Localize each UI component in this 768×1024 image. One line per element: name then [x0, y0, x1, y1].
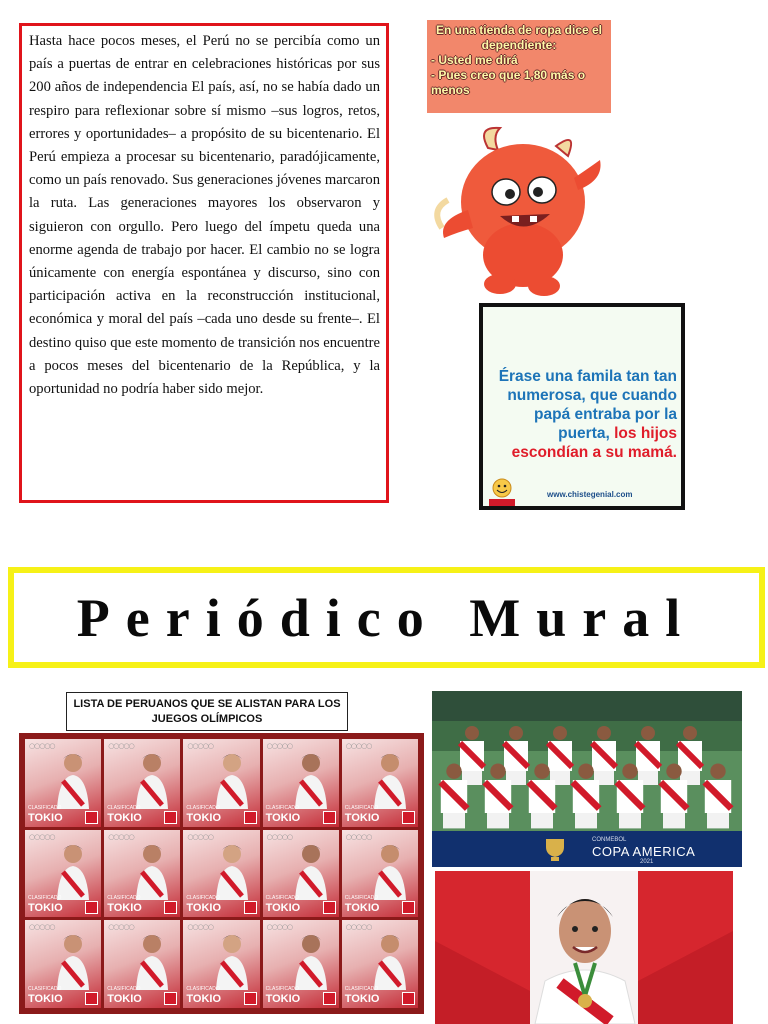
athlete-portrait: [55, 930, 91, 990]
card-title: TOKIO: [265, 902, 301, 915]
olympic-rings-icon: ○○○○○: [108, 832, 134, 841]
copa-america-banner: [432, 831, 742, 867]
olympic-rings-icon: ○○○○○: [345, 742, 372, 750]
card-title: TOKIO: [28, 902, 63, 915]
peru-emblem-icon: [323, 901, 336, 914]
athlete-portrait: [214, 930, 250, 990]
card-title: TOKIO: [186, 902, 222, 915]
athlete-card: [263, 920, 339, 1008]
athlete-portrait: [134, 840, 170, 900]
joke-line-2: - Usted me dirá: [431, 53, 518, 67]
card-label: CLASIFICADO: [186, 985, 220, 992]
page-title: Periódico Mural: [76, 587, 697, 648]
athlete-card: [183, 920, 259, 1008]
athlete-card: [183, 830, 259, 918]
peru-emblem-icon: [402, 992, 415, 1005]
athlete-with-peru-flag-photo: [435, 871, 733, 1024]
athlete-card: [263, 830, 339, 918]
olympic-rings-icon: ○○○○○: [345, 923, 372, 932]
chiste-genial-logo: [487, 477, 517, 507]
athlete-portrait: [293, 930, 329, 990]
card-title: TOKIO: [107, 902, 142, 915]
card-label: CLASIFICADO: [28, 895, 62, 902]
athlete-portrait: [214, 840, 250, 900]
athlete-card: [183, 739, 259, 827]
meme-text-blue: Érase una famila tan tan numerosa, que cuando papá entraba por la puerta,: [498, 368, 677, 442]
peru-emblem-icon: [244, 901, 257, 914]
article-text: Hasta hace pocos meses, el Perú no se percibía como un país a puertas de entrar en celebraciones históricas por sus 200 años de independencia El país, así, no se había dado un respiro para reflexionar sobre sí mismo –sus logros, retos, errores y oportunidades– a propósito de su bicentenario. El Perú empieza a procesar su bicentenario, paradójicamente, como un país renovado. Sus generaciones jóvenes marcaron la ruta. Las generaciones mayores los observaron y siguieron con orgullo. Pero luego del ímpetu queda una enorme agenda de trabajo por hacer. El cambio no se logra únicamente con energía espontánea y discurso, sino con participación activa en la reconstrucción institucional, económica y moral del país –cada uno desde su frente–. El destino quiso que este momento de transición nos encuentre a pocos meses del bicentenario de la República, y la oportunidad no podría haber sido mejor.: [29, 33, 380, 398]
monster-illustration: [428, 120, 610, 300]
olympic-rings-icon: ○○○○○: [29, 832, 55, 841]
copa-america-trophy-icon: [540, 835, 570, 863]
athlete-portrait: [55, 840, 91, 900]
peru-emblem-icon: [244, 811, 257, 824]
card-label: CLASIFICADO: [28, 985, 62, 992]
olympic-rings-icon: ○○○○○: [108, 742, 134, 750]
card-title: TOKIO: [265, 811, 301, 824]
peru-emblem-icon: [323, 811, 336, 824]
olympic-rings-icon: ○○○○○: [266, 923, 293, 932]
athlete-card: [342, 739, 418, 827]
olympic-rings-icon: ○○○○○: [266, 832, 293, 841]
peru-emblem-icon: [402, 811, 415, 824]
olympic-rings-icon: ○○○○○: [187, 832, 213, 841]
card-label: CLASIFICADO: [28, 804, 62, 811]
peru-emblem-icon: [244, 992, 257, 1005]
card-title: TOKIO: [107, 811, 142, 824]
olympics-athlete-grid: [19, 733, 424, 1014]
meme-url: www.chistegenial.com: [547, 490, 633, 499]
athlete-portrait: [134, 749, 170, 809]
olympics-list-header: LISTA DE PERUANOS QUE SE ALISTAN PARA LOS JUEGOS OLÍMPICOS: [66, 692, 348, 731]
peru-emblem-icon: [164, 901, 177, 914]
card-label: CLASIFICADO: [265, 985, 299, 992]
athlete-portrait: [55, 749, 91, 809]
olympic-rings-icon: ○○○○○: [187, 923, 213, 932]
athlete-card: [104, 920, 180, 1008]
article-box: [19, 23, 389, 503]
athlete-portrait: [372, 749, 408, 809]
peru-emblem-icon: [85, 811, 98, 824]
olympic-rings-icon: ○○○○○: [345, 832, 372, 841]
peru-emblem-icon: [402, 901, 415, 914]
card-label: CLASIFICADO: [265, 804, 299, 811]
title-banner: [8, 567, 765, 668]
olympic-rings-icon: ○○○○○: [187, 742, 213, 750]
meme-text-red-2: escondían a su mamá.: [511, 444, 677, 461]
peru-emblem-icon: [164, 811, 177, 824]
meme-text: [489, 367, 677, 462]
card-label: CLASIFICADO: [344, 895, 379, 902]
card-title: TOKIO: [186, 992, 222, 1005]
athlete-card: [25, 739, 101, 827]
meme-text-red: los hijos: [614, 425, 677, 442]
card-title: TOKIO: [344, 811, 380, 824]
card-title: TOKIO: [28, 811, 63, 824]
athlete-portrait: [372, 930, 408, 990]
olympic-rings-icon: ○○○○○: [108, 923, 134, 932]
card-label: CLASIFICADO: [107, 985, 141, 992]
olympic-rings-icon: ○○○○○: [29, 923, 55, 932]
card-label: CLASIFICADO: [265, 895, 299, 902]
card-title: TOKIO: [186, 811, 222, 824]
athlete-portrait: [134, 930, 170, 990]
athlete-card: [104, 739, 180, 827]
olympic-rings-icon: ○○○○○: [29, 742, 55, 750]
peru-football-team-photo: [432, 691, 742, 867]
copa-banner-small: CONMEBOL: [592, 837, 627, 843]
athlete-card: [25, 920, 101, 1008]
joke-box: [427, 20, 611, 113]
card-title: TOKIO: [265, 992, 301, 1005]
card-title: TOKIO: [344, 992, 380, 1005]
peru-emblem-icon: [85, 901, 98, 914]
card-title: TOKIO: [28, 992, 63, 1005]
athlete-card: [104, 830, 180, 918]
athlete-card: [263, 739, 339, 827]
olympic-rings-icon: ○○○○○: [266, 742, 293, 750]
athlete-card: [25, 830, 101, 918]
athlete-portrait: [293, 749, 329, 809]
card-label: CLASIFICADO: [107, 895, 141, 902]
card-label: CLASIFICADO: [186, 895, 220, 902]
athlete-portrait: [214, 749, 250, 809]
athlete-card: [342, 830, 418, 918]
joke-line-1: En una tienda de ropa dice el dependiente:: [435, 23, 603, 52]
card-label: CLASIFICADO: [107, 804, 141, 811]
peru-emblem-icon: [323, 992, 336, 1005]
card-label: CLASIFICADO: [344, 804, 379, 811]
peru-emblem-icon: [164, 992, 177, 1005]
athlete-card: [342, 920, 418, 1008]
card-label: CLASIFICADO: [344, 985, 379, 992]
athlete-portrait: [372, 840, 408, 900]
peru-emblem-icon: [85, 992, 98, 1005]
athlete-portrait: [293, 840, 329, 900]
card-title: TOKIO: [344, 902, 380, 915]
card-title: TOKIO: [107, 992, 142, 1005]
meme-card: [479, 303, 685, 510]
copa-banner-title: COPA AMERICA: [592, 844, 696, 859]
copa-banner-year: 2021: [640, 859, 654, 865]
card-label: CLASIFICADO: [186, 804, 220, 811]
joke-line-3: - Pues creo que 1,80 más o menos: [431, 68, 586, 97]
